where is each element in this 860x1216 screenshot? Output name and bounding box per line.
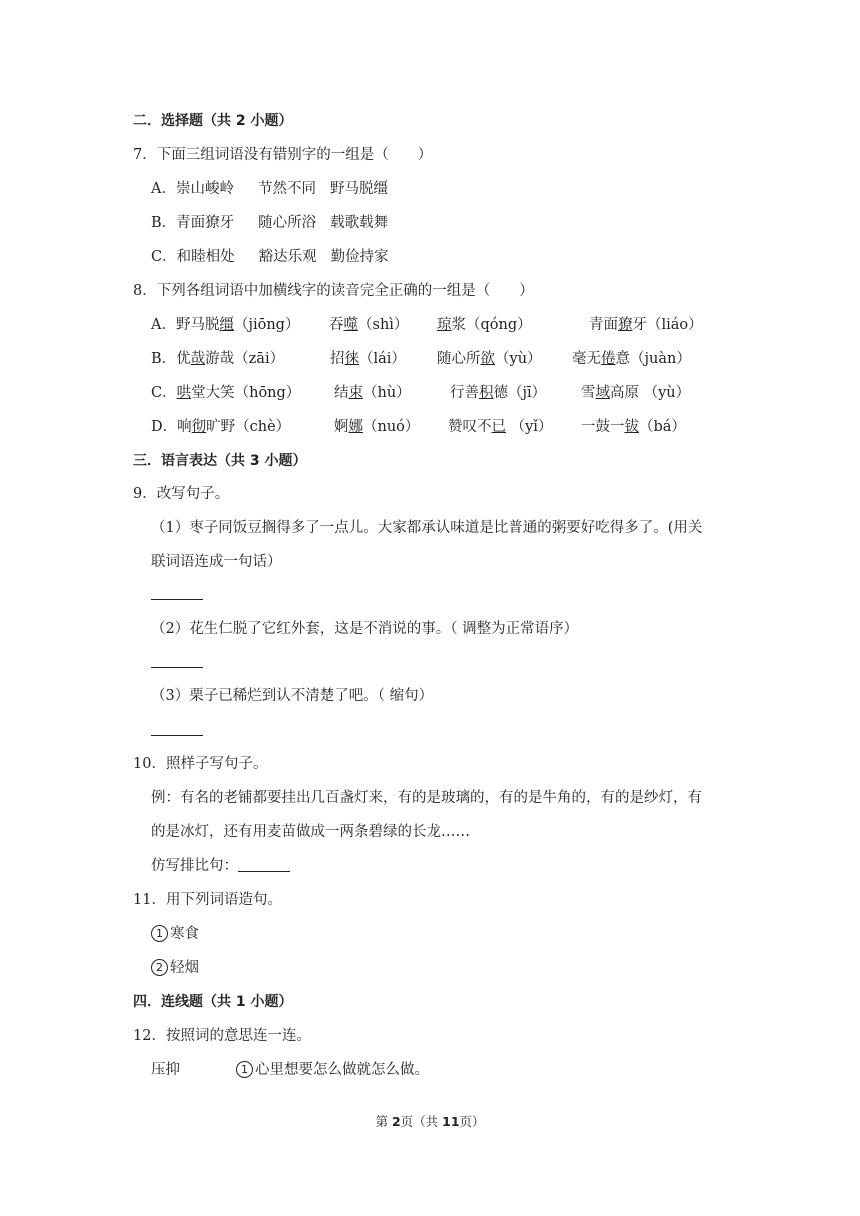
- section-3-title: 三．语言表达（共 3 小题）: [133, 453, 307, 469]
- circled-number-icon: 1: [236, 1061, 253, 1078]
- section-2-title: 二．选择题（共 2 小题）: [133, 113, 293, 129]
- q8-stem: 8．下列各组词语中加横线字的读音完全正确的一组是（ ）: [133, 283, 534, 299]
- q12-stem: 12．按照词的意思连一连。: [133, 1028, 311, 1044]
- q10-imitate: 仿写排比句：: [151, 856, 290, 876]
- q9-answer-blank-3[interactable]: [151, 720, 203, 740]
- q12-word: 压抑: [151, 1062, 180, 1078]
- q9-part1-line1: （1）枣子同饭豆搁得多了一点儿。大家都承认味道是比普通的粥要好吃得多了。(用关: [151, 520, 703, 536]
- q7-stem: 7．下面三组词语没有错别字的一组是（ ）: [133, 147, 433, 163]
- q9-part1-line2: 联词语连成一句话）: [151, 554, 282, 570]
- section-4-title: 四．连线题（共 1 小题）: [133, 994, 293, 1010]
- q10-stem: 10．照样子写句子。: [133, 756, 268, 772]
- document-page: 二．选择题（共 2 小题） 7．下面三组词语没有错别字的一组是（ ） A．崇山峻岭 节然不同 野马脱缰 B．青面獠牙 随心所浴 载歌载舞 C．和睦相处 豁达乐观 勤俭持家 8．下列各组词语中加横线字的读音完全正确的一组是（ ） A．野马脱缰（jiōng） 吞噬（shì） 琼浆（qóng） 青面獠牙（liáo） B．优哉游哉（zāi） 招徕（lái） 随心所欲（yù） 毫无倦意（juàn） C．哄堂大笑（hōng） 结束（hù） 行善积德（jī） 雪域高原 （yù） D．响彻旷野（chè） 婀娜（nuó） 赞叹不已 （yǐ） 一鼓一钹（bá） 三．语言表达（共 3 小题） 9．改写句子。 （1）枣子同饭豆搁得多了一点儿。大家都承认味道是比普通的粥要好吃得多了。(用关 联词语连成一句话） （2）花生仁脱了它红外套，这是不消说的事。（ 调整为正常语序） （3）栗子已稀烂到认不清楚了吧。（ 缩句） 10．照样子写句子。 例：有名的老铺都要挂出几百盏灯来，有的是玻璃的，有的是牛角的，有的是纱灯，有 的是冰灯，还有用麦苗做成一两条碧绿的长龙…… 仿写排比句： 11．用下列词语造句。 1 寒食 2 轻烟 四．连线题（共 1 小题） 12．按照词的意思连一连。 压抑 1 心里想要怎么做就怎么做。 第 2页（共 11页）: [0, 0, 860, 1216]
- q10-answer-blank[interactable]: [238, 857, 290, 872]
- q9-part3: （3）栗子已稀烂到认不清楚了吧。（ 缩句）: [151, 688, 434, 704]
- q7-option-a: A．崇山峻岭 节然不同 野马脱缰: [151, 181, 388, 197]
- q11-stem: 11．用下列词语造句。: [133, 892, 282, 908]
- q9-answer-blank-2[interactable]: [151, 652, 203, 672]
- circled-number-icon: 2: [151, 959, 168, 976]
- q7-option-b: B．青面獠牙 随心所浴 载歌载舞: [151, 215, 389, 231]
- q9-stem: 9．改写句子。: [133, 486, 230, 502]
- page-footer: 第 2页（共 11页）: [375, 1114, 485, 1129]
- q9-part2: （2）花生仁脱了它红外套，这是不消说的事。（ 调整为正常语序）: [151, 621, 579, 637]
- q11-item-1: 1 寒食: [151, 924, 199, 944]
- q9-answer-blank-1[interactable]: [151, 584, 203, 604]
- q11-item-2: 2 轻烟: [151, 958, 199, 978]
- q10-example-line1: 例：有名的老铺都要挂出几百盏灯来，有的是玻璃的，有的是牛角的，有的是纱灯，有: [151, 790, 702, 806]
- q12-definition: 1 心里想要怎么做就怎么做。: [236, 1060, 429, 1080]
- q10-example-line2: 的是冰灯，还有用麦苗做成一两条碧绿的长龙……: [151, 824, 470, 840]
- q7-option-c: C．和睦相处 豁达乐观 勤俭持家: [151, 249, 389, 265]
- circled-number-icon: 1: [151, 925, 168, 942]
